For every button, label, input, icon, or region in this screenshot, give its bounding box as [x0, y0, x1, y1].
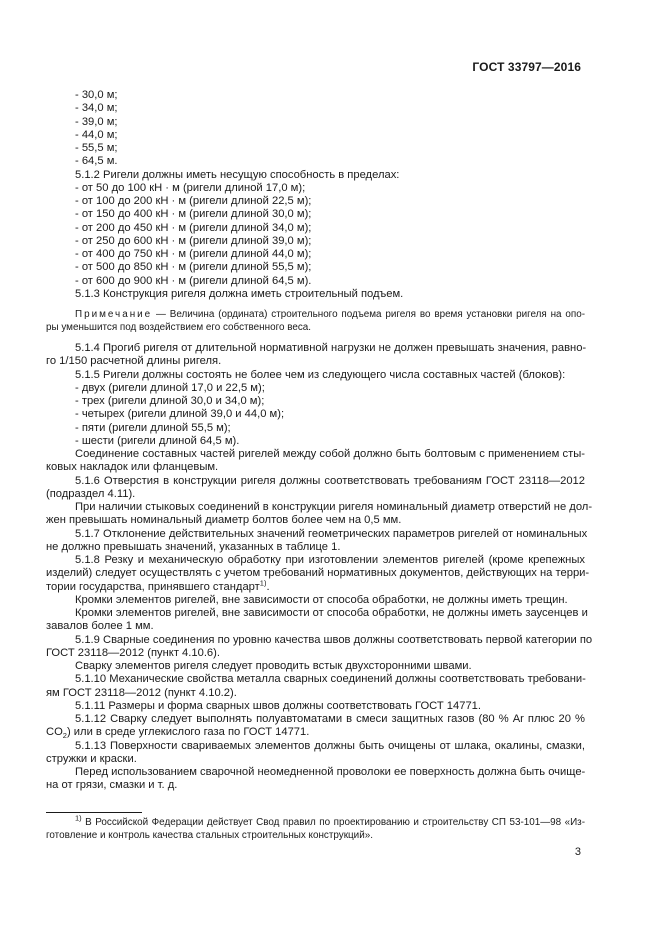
list-item: - двух (ригели длиной 17,0 и 22,5 м);	[75, 381, 265, 394]
note-text: Величина (ордината) строительного подъема ригеля во время установки ригеля на опо-	[169, 309, 585, 320]
list-item: - от 500 до 850 кН · м (ригели длиной 55,5 м);	[75, 261, 312, 274]
document-header: ГОСТ 33797—2016	[472, 60, 581, 74]
text-run: ) или в среде углекислого газа по ГОСТ 14771.	[66, 726, 310, 739]
section-5-1-9	[46, 633, 593, 674]
list-item: - 44,0 м;	[75, 128, 118, 141]
section-5-1-4	[46, 342, 585, 369]
text-line: не должно превышать значений, указанных в таблице 1.	[46, 540, 341, 553]
list-item: - от 100 до 200 кН · м (ригели длиной 22,5 м);	[75, 195, 312, 207]
note-label: Примечание	[75, 309, 153, 320]
text-line: изделий) следует осуществлять с учетом требований нормативных документов, действующих на терри-	[46, 567, 590, 580]
section-5-1-7	[46, 527, 588, 555]
text-line: завалов более 1 мм.	[46, 620, 154, 633]
text-line: Соединение составных частей ригелей между собой должно быть болтовым с применением сты-	[75, 448, 585, 460]
text-line: Сварку элементов ригеля следует проводить встык двухсторонними швами.	[75, 660, 472, 672]
text-run: .	[266, 580, 270, 593]
text-line: стружки и краски.	[46, 752, 137, 765]
footnote-separator	[46, 812, 142, 813]
text-line: 5.1.10 Механические свойства металла сварных соединений должны соответствовать требовани-	[75, 673, 586, 686]
section-5-1-11: 5.1.11 Размеры и форма сварных швов должны соответствовать ГОСТ 14771.	[75, 699, 482, 712]
list-item: - от 150 до 400 кН · м (ригели длиной 30,0 м);	[75, 208, 312, 221]
text-line: 5.1.6 Отверстия в конструкции ригеля должны соответствовать требованиям ГОСТ 23118—2012	[75, 474, 585, 487]
text-line: 5.1.9 Сварные соединения по уровню качества швов должны соответствовать первой категории по	[75, 633, 593, 646]
section-5-1-13	[46, 740, 585, 793]
text-line: Кромки элементов ригелей, вне зависимости от способа обработки, не должны иметь заусенцев и	[75, 607, 588, 619]
formula-co2: CO	[46, 726, 63, 739]
footnote-line	[46, 813, 585, 830]
text-line: 5.1.13 Поверхности свариваемых элементов должны быть очищены от шлака, окалины, смазки,	[75, 739, 585, 752]
note-line	[46, 309, 585, 322]
text-line: го 1/150 расчетной длины ригеля.	[46, 355, 222, 368]
text-line: 5.1.7 Отклонение действительных значений геометрических параметров ригелей от номинальных	[75, 527, 588, 540]
list-item: - от 50 до 100 кН · м (ригели длиной 17,0 м);	[75, 181, 306, 194]
subscript: 2	[62, 731, 67, 741]
list-item: - 64,5 м.	[75, 155, 118, 168]
paragraph: 5.1.2 Ригели должны иметь несущую способность в пределах:	[75, 168, 400, 181]
text-line: Кромки элементов ригелей, вне зависимости от способа обработки, не должны иметь трещин.	[75, 593, 568, 606]
footnote-ref[interactable]: 1)	[259, 577, 267, 587]
footnote	[46, 813, 585, 842]
text-line	[46, 726, 585, 739]
text-line: Перед использованием сварочной неомедненной проволоки ее поверхность должна быть очище-	[75, 766, 586, 778]
section-5-1-3: 5.1.3 Конструкция ригеля должна иметь строительный подъем.	[75, 287, 404, 300]
text-line: 5.1.4 Прогиб ригеля от длительной нормативной нагрузки не должен превышать значения, равно-	[75, 342, 587, 354]
document-body	[46, 89, 593, 793]
text-run: тории государства, принявшего стандарт	[46, 580, 260, 593]
list-item: - 39,0 м;	[75, 115, 118, 128]
list-item: - 30,0 м;	[75, 89, 118, 101]
section-5-1-6	[46, 474, 593, 528]
paragraph: 5.1.5 Ригели должны состоять не более чем из следующего числа составных частей (блоков):	[75, 368, 566, 381]
footnote-line: готовление и контроль качества стальных строительных конструкций».	[46, 829, 373, 841]
list-item: - шести (ригели длиной 64,5 м).	[75, 434, 240, 447]
list-item: - от 200 до 450 кН · м (ригели длиной 34,0 м);	[75, 221, 312, 234]
footnote-mark: 1)	[75, 813, 82, 823]
note-dash: —	[152, 309, 170, 320]
section-5-1-12	[46, 713, 585, 740]
list-item: - четырех (ригели длиной 39,0 и 44,0 м);	[75, 408, 285, 421]
note	[46, 309, 585, 334]
text-line: (подраздел 4.11).	[46, 487, 136, 500]
text-line: ГОСТ 23118—2012 (пункт 4.10.6).	[46, 646, 220, 659]
note-line: ры уменьшится под воздействием его собственного веса.	[46, 321, 311, 333]
list-item: - от 600 до 900 кН · м (ригели длиной 64,5 м).	[75, 274, 312, 287]
page-number: 3	[574, 846, 581, 858]
list-item: - пяти (ригели длиной 55,5 м);	[75, 421, 231, 434]
section-5-1-5	[46, 369, 585, 475]
text-line: ковых накладок или фланцевым.	[46, 461, 219, 474]
list-item: - 34,0 м;	[75, 102, 118, 115]
text-line: 5.1.12 Сварку следует выполнять полуавтоматами в смеси защитных газов (80 % Ar плюс 20 %	[75, 713, 585, 725]
section-5-1-10	[46, 673, 585, 700]
section-5-1-2	[46, 169, 585, 288]
list-item: - 55,5 м;	[75, 142, 118, 154]
text-line: жен превышать номинальный диаметр болтов более чем на 0,5 мм.	[46, 514, 402, 527]
text-line: При наличии стыковых соединений в конструкции ригеля номинальный диаметр отверстий не дол-	[75, 501, 593, 513]
length-list	[46, 89, 585, 169]
section-5-1-8	[46, 554, 590, 634]
text-line: 5.1.8 Резку и механическую обработку при изготовлении элементов ригелей (кроме крепежных	[75, 554, 585, 566]
list-item: - от 400 до 750 кН · м (ригели длиной 44,0 м);	[75, 248, 312, 260]
text-line: ям ГОСТ 23118—2012 (пункт 4.10.2).	[46, 686, 237, 699]
text-line: на от грязи, смазки и т. д.	[46, 779, 178, 792]
text-line	[46, 577, 585, 594]
list-item: - от 250 до 600 кН · м (ригели длиной 39,0 м);	[75, 234, 312, 247]
footnote-text: В Российской Федерации действует Свод правил по проектированию и строительству СП 53-101—98 «Из-	[81, 817, 585, 828]
list-item: - трех (ригели длиной 30,0 и 34,0 м);	[75, 395, 265, 407]
